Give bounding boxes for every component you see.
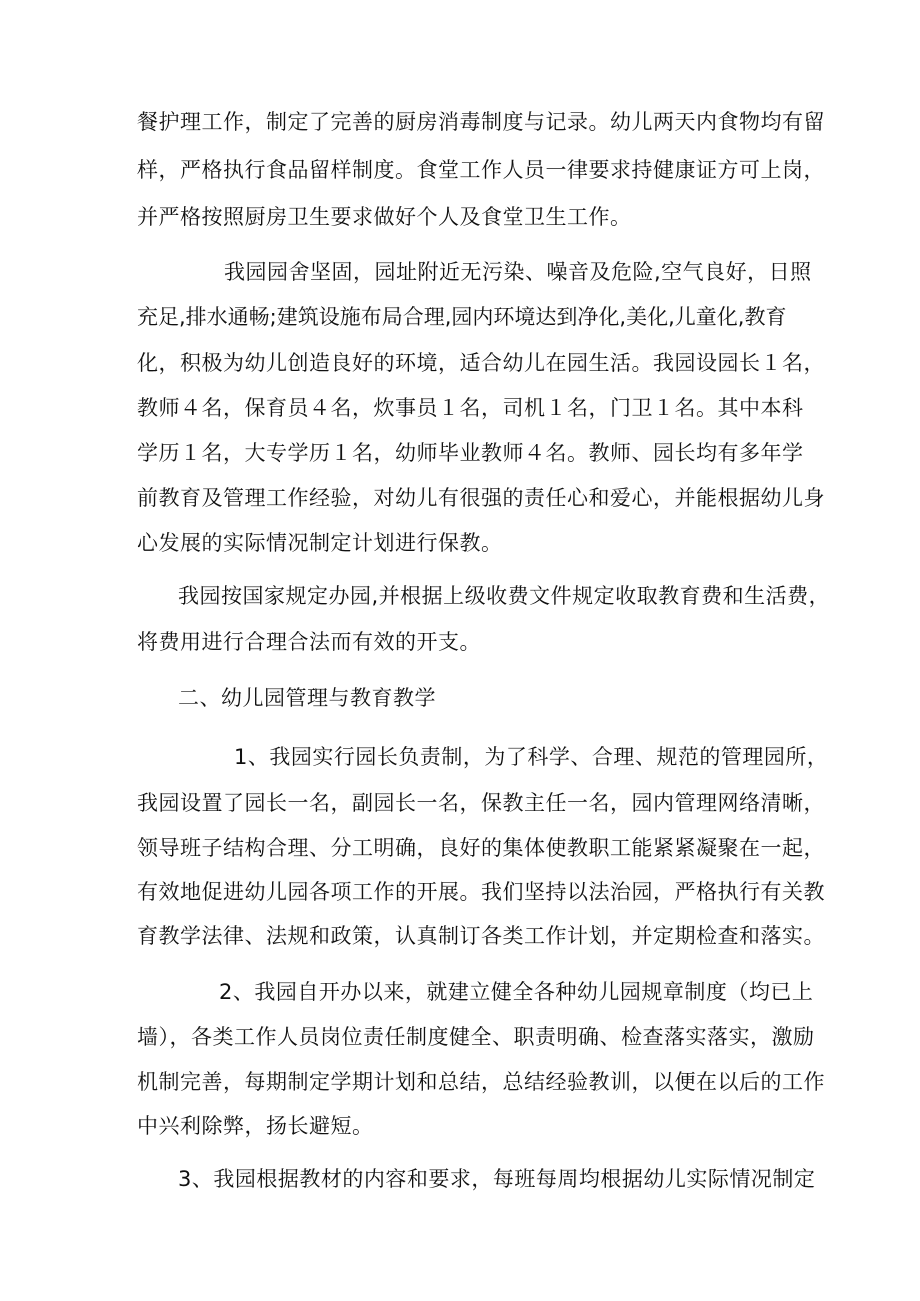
paragraph-line: 墙），各类工作人员岗位责任制度健全、职责明确、检查落实落实，激励 [137,1025,815,1049]
section-heading: 二、幼儿园管理与教育教学 [178,686,436,710]
paragraph-line: 3、我园根据教材的内容和要求，每班每周均根据幼儿实际情况制定 [178,1167,816,1191]
paragraph-line: 将费用进行合理合法而有效的开支。 [137,630,481,654]
paragraph-line: 我园园舍坚固，园址附近无污染、噪音及危险,空气良好，日照 [224,260,812,284]
paragraph-line: 化，积极为幼儿创造良好的环境，适合幼儿在园生活。我园设园长１名， [137,351,825,375]
paragraph-line: 领导班子结构合理、分工明确，良好的集体使教职工能紧紧凝聚在一起， [137,836,825,860]
paragraph-line: 样，严格执行食品留样制度。食堂工作人员一律要求持健康证方可上岗， [137,158,825,182]
paragraph-line: 中兴利除弊，扬长避短。 [137,1114,374,1138]
paragraph-line: 餐护理工作，制定了完善的厨房消毒制度与记录。幼儿两天内食物均有留 [137,110,825,134]
paragraph-line: 并严格按照厨房卫生要求做好个人及食堂卫生工作。 [137,205,632,229]
paragraph-line: 机制完善，每期制定学期计划和总结，总结经验教训，以便在以后的工作 [137,1070,825,1094]
paragraph-line: 我园设置了园长一名，副园长一名，保教主任一名，园内管理网络清晰， [137,791,825,815]
paragraph-line: 2、我园自开办以来，就建立健全各种幼儿园规章制度（均已上 [219,980,814,1004]
paragraph-line: 充足,排水通畅;建筑设施布局合理,园内环境达到净化,美化,儿童化,教育 [137,305,787,329]
paragraph-line: 育教学法律、法规和政策，认真制订各类工作计划，并定期检查和落实。 [137,924,825,948]
paragraph-line: 教师４名，保育员４名，炊事员１名，司机１名，门卫１名。其中本科 [137,396,804,420]
paragraph-line: 有效地促进幼儿园各项工作的开展。我们坚持以法治园，严格执行有关教 [137,880,825,904]
paragraph-line: 心发展的实际情况制定计划进行保教。 [137,531,503,555]
paragraph-line: 学历１名，大专学历１名，幼师毕业教师４名。教师、园长均有多年学 [137,441,804,465]
paragraph-line: 前教育及管理工作经验，对幼儿有很强的责任心和爱心，并能根据幼儿身 [137,486,825,510]
paragraph-line: 1、我园实行园长负责制，为了科学、合理、规范的管理园所， [234,745,829,769]
paragraph-line: 我园按国家规定办园,并根据上级收费文件规定收取教育费和生活费， [178,584,831,608]
